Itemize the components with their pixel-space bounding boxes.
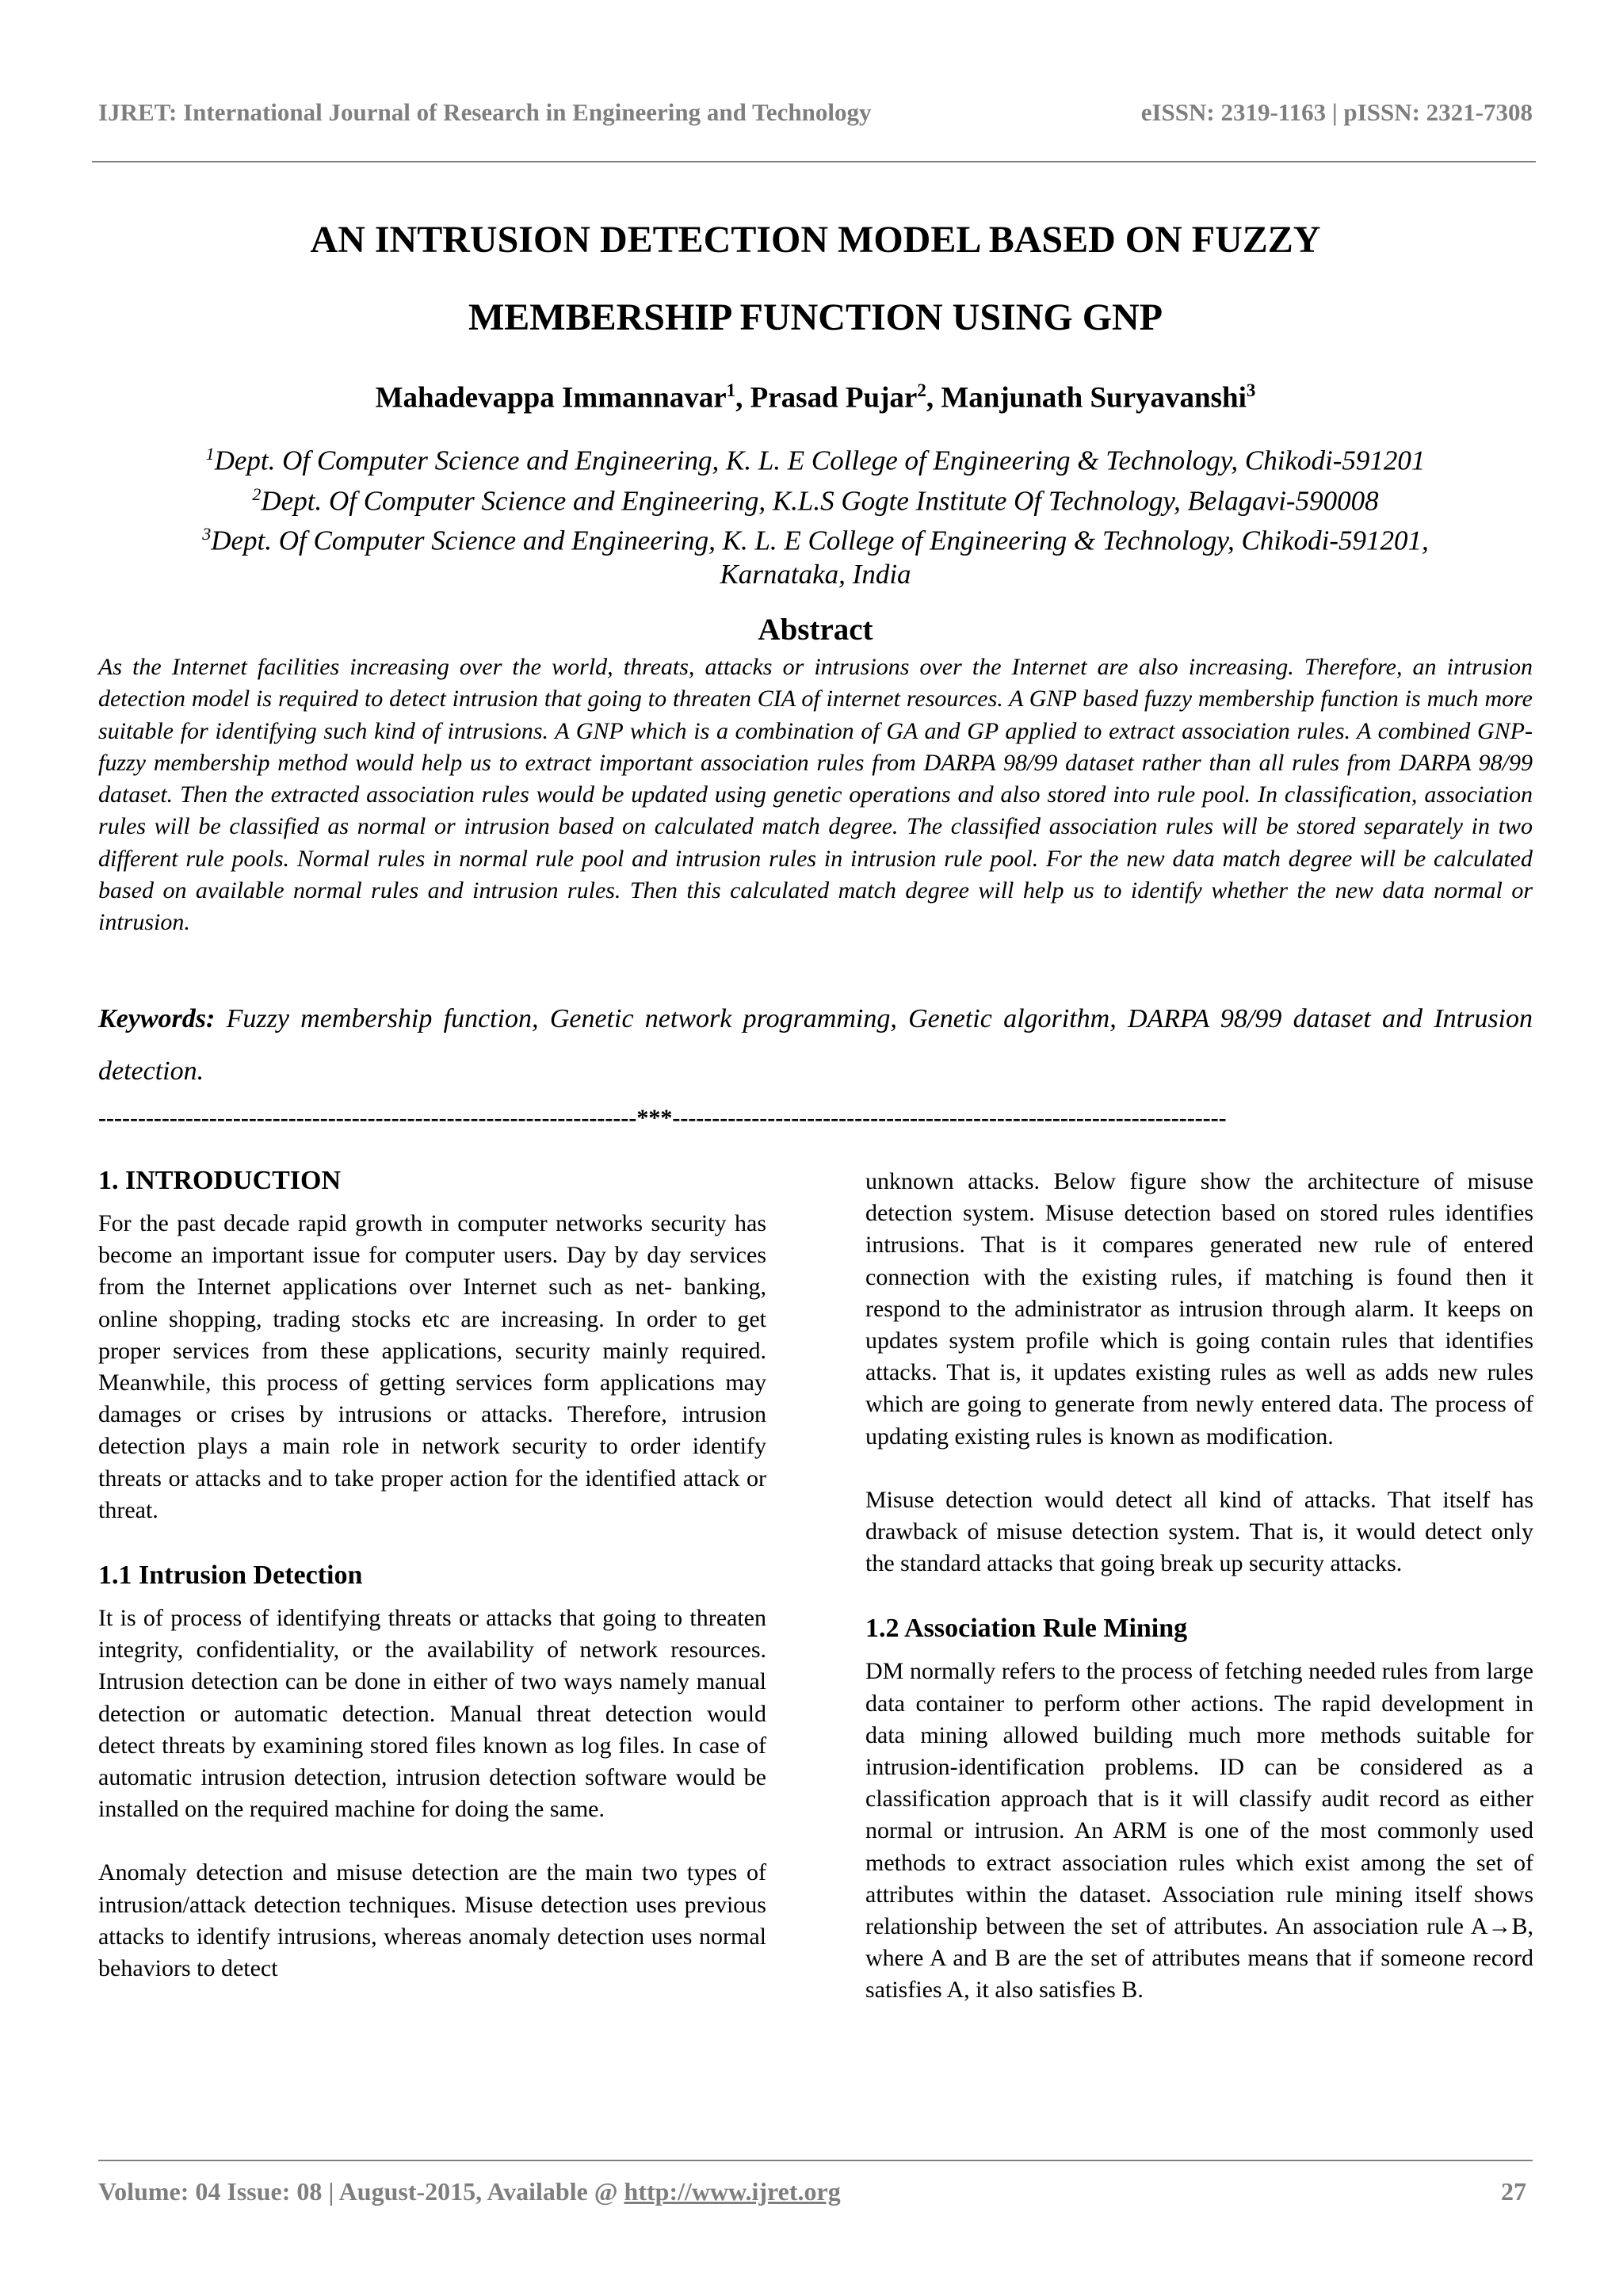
paragraph: Misuse detection would detect all kind of attacks. That itself has drawback of misuse detection system. That is, it would detect only the standard attacks that going break up security attacks. bbox=[865, 1486, 1533, 1577]
abstract-heading: Abstract bbox=[758, 613, 873, 647]
keywords bbox=[98, 993, 1533, 1098]
paper-title bbox=[98, 201, 1533, 357]
section-heading: 1.2 Association Rule Mining bbox=[865, 1614, 1188, 1644]
paragraph: Anomaly detection and misuse detection are the main two types of intrusion/attack detection techniques. Misuse detection uses previous attacks to identify intrusions, whereas anomaly detection uses normal behaviors to detect bbox=[98, 1859, 766, 1982]
affil-sup: 2 bbox=[252, 483, 262, 504]
affiliation-line bbox=[98, 478, 1533, 518]
affil-text: Dept. Of Computer Science and Engineering, K. L. E College of Engineering & Technology, Chikodi-591201, bbox=[211, 525, 1429, 556]
footer-rule bbox=[98, 2160, 1533, 2161]
paragraph: For the past decade rapid growth in computer networks security has become an important issue for computer users. Day by day services from the Internet applications over Internet such as net- banking, online shopping, trading stocks etc are increasing. In order to get proper services from these applications, security mainly required. Meanwhile, this process of getting services form applications may damages or crises by intrusions or attacks. Therefore, intrusion detection plays a main role in network security to order identify threats or attacks and to take proper action for the identified attack or threat. bbox=[98, 1210, 766, 1523]
affil-sup: 3 bbox=[202, 524, 212, 544]
running-header bbox=[98, 94, 1533, 138]
abstract-body: As the Internet facilities increasing over the world, threats, attacks or intrusions over the Internet are also increasing. Therefore, an intrusion detection model is required to detect intrusion that going to threaten CIA of internet resources. A GNP based fuzzy membership function is much more suitable for identifying such kind of intrusions. A GNP which is a combination of GA and GP applied to extract association rules. A combined GNP-fuzzy membership method would help us to extract important association rules from DARPA 98/99 dataset rather than all rules from DARPA 98/99 dataset. Then the extracted association rules would be updated using genetic operations and also stored into rule pool. In classification, association rules will be classified as normal or intrusion based on calculated match degree. The classified association rules will be stored separately in two different rule pools. Normal rules in normal rule pool and intrusion rules in intrusion rule pool. For the new data match degree will be calculated based on available normal rules and intrusion rules. Then this calculated match degree will help us to identify whether the new data normal or intrusion. bbox=[98, 654, 1533, 936]
paragraph: It is of process of identifying threats or attacks that going to threaten integrity, confidentiality, or the availability of network resources. Intrusion detection can be done in either of two ways namely manual detection or automatic detection. Manual threat detection would detect threats by examining stored files known as log files. In case of automatic intrusion detection, intrusion detection software would be installed on the required machine for doing the same. bbox=[98, 1605, 766, 1823]
paragraph: unknown attacks. Below figure show the architecture of misuse detection system. Misuse detection based on stored rules identifies intrusions. That is it compares generated new rule of entered connection with the existing rules, if matching is found then it respond to the administrator as intrusion through alarm. It keeps on updates system profile which is going contain rules that identifies attacks. That is, it updates existing rules as well as adds new rules which are going to generate from newly entered data. The process of updating existing rules is known as modification. bbox=[865, 1168, 1533, 1450]
affiliation-line bbox=[98, 558, 1533, 591]
author-sup: 2 bbox=[917, 380, 926, 400]
volume-info bbox=[98, 2177, 841, 2206]
author-name: Manjunath Suryavanshi bbox=[941, 381, 1247, 415]
author-sup: 3 bbox=[1246, 380, 1256, 400]
right-column bbox=[865, 1166, 1533, 2038]
author-list bbox=[98, 380, 1533, 415]
author-name: Mahadevappa Immannavar bbox=[375, 381, 727, 415]
issn: eISSN: 2319-1163 | pISSN: 2321-7308 bbox=[1140, 98, 1533, 126]
keywords-label: Keywords: bbox=[98, 1004, 216, 1033]
section-divider: --------------------------------------------------------------------***---------------------------------------------------------------------- bbox=[98, 1105, 1227, 1131]
author-sep: , bbox=[735, 381, 750, 415]
affil-text: Dept. Of Computer Science and Engineering, K. L. E College of Engineering & Technology, Chikodi-591201 bbox=[214, 445, 1426, 476]
affiliation-line bbox=[98, 437, 1533, 478]
affil-text: Karnataka, India bbox=[720, 558, 911, 590]
affiliation-line bbox=[98, 518, 1533, 558]
journal-name: IJRET: International Journal of Research in Engineering and Technology bbox=[98, 98, 872, 126]
journal-link[interactable]: http://www.ijret.org bbox=[624, 2177, 841, 2206]
affil-sup: 1 bbox=[205, 444, 215, 464]
header-rule bbox=[92, 161, 1536, 162]
author-name: Prasad Pujar bbox=[750, 381, 918, 415]
author-sep: , bbox=[926, 381, 941, 415]
author-sup: 1 bbox=[726, 380, 736, 400]
paragraph: DM normally refers to the process of fetching needed rules from large data container to perform other actions. The rapid development in data mining allowed building much more methods suitable for intrusion-identification problems. ID can be considered as a classification approach that is it will classify audit record as either normal or intrusion. An ARM is one of the most commonly used methods to extract association rules which exist among the set of attributes within the dataset. Association rule mining itself shows relationship between the set of attributes. An association rule A→B, where A and B are the set of attributes means that if someone record satisfies A, it also satisfies B. bbox=[865, 1658, 1533, 2004]
page-number: 27 bbox=[1501, 2177, 1526, 2206]
left-column bbox=[98, 1163, 766, 2016]
section-heading: 1.1 Intrusion Detection bbox=[98, 1561, 363, 1591]
introduction-heading: 1. INTRODUCTION bbox=[98, 1166, 342, 1195]
volume-text: Volume: 04 Issue: 08 | August-2015, Available @ bbox=[98, 2177, 624, 2206]
running-footer bbox=[98, 2177, 1533, 2217]
keywords-text: Fuzzy membership function, Genetic network programming, Genetic algorithm, DARPA 98/99 dataset and Intrusion detection. bbox=[98, 1004, 1533, 1086]
affiliations bbox=[98, 437, 1533, 591]
title-line-2: MEMBERSHIP FUNCTION USING GNP bbox=[468, 296, 1163, 338]
affil-text: Dept. Of Computer Science and Engineering, K.L.S Gogte Institute Of Technology, Belagavi-590008 bbox=[261, 485, 1379, 517]
title-line-1: AN INTRUSION DETECTION MODEL BASED ON FUZZY bbox=[310, 219, 1321, 261]
